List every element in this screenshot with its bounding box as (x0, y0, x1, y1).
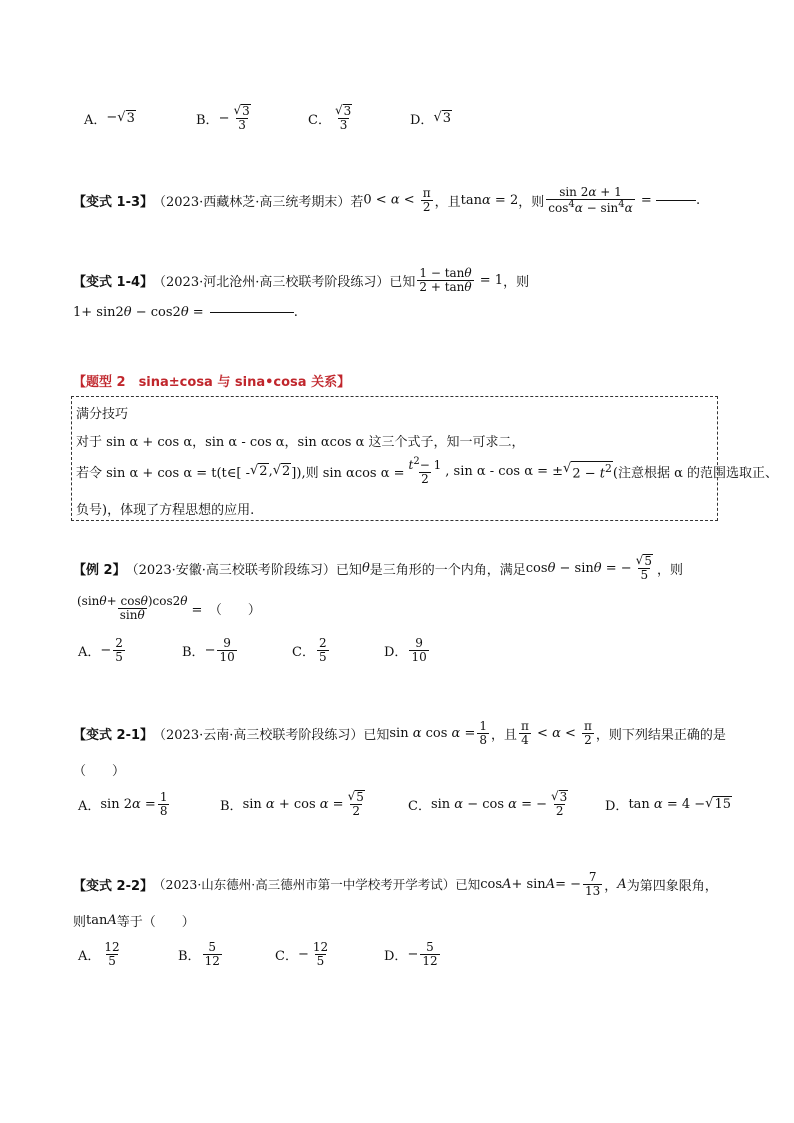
variant-1-3-and: ，且 (434, 194, 461, 210)
variant-1-4: 【变式 1-4】 （2023·河北沧州·高三校联考阶段练习）已知 $\frac{1 - \tan\theta}{2 + \tan\theta}$ = 1 ，则 (73, 265, 530, 294)
variant-2-1-option-b: B． sin α + cos α = √ 5 2 (220, 789, 364, 818)
example-2-then: ，则 (656, 562, 683, 578)
example-2-option-b: B． − $\frac{9}{10}$ (182, 635, 235, 664)
q-prev-option-c (308, 98, 356, 138)
variant-1-3-then: ，则 (518, 194, 545, 210)
q-prev-option-d (410, 106, 452, 130)
variant-2-2-end: 为第四象限角， (626, 878, 718, 894)
variant-2-1-option-b-label: B． (220, 798, 243, 814)
variant-2-2-option-c-label: C． (275, 948, 298, 964)
example-2-theta: θ (361, 560, 370, 576)
tip-fraction: $\frac{t^2- 1}{2}$ (408, 455, 442, 486)
example-2-option-d-label: D． (384, 644, 408, 660)
example-2-paren: = （ ） (191, 602, 261, 618)
variant-2-1-paren: （ ） (73, 764, 126, 779)
variant-2-1: 【变式 2-1】 （2023·云南·高三校联考阶段练习）已知 sin α cos α = $\frac{1}{8}$ ，且 $\frac{\pi}{4}$ < α < $\frac{\pi}{2}$ ，则下列结果正确的是 (73, 718, 726, 747)
tip-line-1: 对于 sin α + cos α，sin α - cos α，sin αcos α 这三个式子，知一可求二， (76, 435, 525, 450)
option-c-label: C． (308, 112, 331, 128)
example-2-line2 (73, 590, 261, 626)
tip-line-2-e: (注意根据 α 的范围选取正、 (612, 465, 779, 481)
tip-line-2-b: , (268, 463, 273, 479)
example-2-condition: cosθ − sinθ = − (525, 560, 632, 576)
q-prev-option-b: B． − √ 3 3 (196, 98, 255, 138)
tip-sqrt-expr: √ $2 - t^2$ (563, 460, 612, 482)
example-2-mid: 是三角形的一个内角，满足 (369, 562, 526, 578)
variant-1-4-expression: 1+ sin2θ − cos2θ = (73, 304, 204, 320)
variant-2-1-option-c-label: C． (408, 798, 431, 814)
example-2-option-a-label: A． (78, 644, 101, 660)
variant-1-4-source: （2023·河北沧州·高三校联考阶段练习）已知 (153, 274, 416, 290)
tip-line-2 (76, 455, 778, 487)
variant-2-2-option-d-label: D． (384, 948, 408, 964)
example-2-option-c-label: C． (292, 644, 315, 660)
option-c-fraction: √ 3 3 (334, 103, 352, 132)
example-2-tag: 【例 2】 (73, 562, 126, 578)
variant-2-1-option-a-label: A． (78, 798, 101, 814)
variant-1-3-period: . (695, 192, 701, 208)
variant-1-3-tan: tanα = 2 (460, 192, 519, 208)
q-prev-option-a (84, 106, 136, 130)
variant-1-4-period: . (293, 304, 298, 320)
option-a-value: − √ 3 (106, 110, 135, 126)
example-2-source: （2023·安徽·高三校联考阶段练习）已知 (125, 562, 362, 578)
variant-1-3-answer-blank[interactable] (656, 199, 696, 201)
example-2-condition-fraction: √ 5 5 (635, 553, 652, 582)
variant-1-4-line2 (73, 302, 298, 322)
tip-line-3: 负号)，体现了方程思想的应用. (76, 503, 255, 518)
variant-2-2-line2: 则 tanA 等于（ ） (73, 912, 195, 930)
variant-2-2: 【变式 2-2】 （2023·山东德州·高三德州市第一中学校考开学考试）已知 cosA+ sinA= − $\frac{7}{13}$ ， A 为第四象限角， (73, 869, 718, 898)
variant-2-2-option-b-label: B． (178, 948, 201, 964)
variant-2-2-condition: cosA+ sinA= − (480, 876, 581, 892)
option-d-value: √ 3 (433, 110, 452, 126)
variant-2-2-line2-text: 等于（ ） (116, 914, 195, 930)
variant-1-3-tag: 【变式 1-3】 (73, 194, 154, 210)
example-2 (73, 548, 683, 588)
variant-1-3-source: （2023·西藏林芝·高三统考期末）若 (153, 194, 364, 210)
variant-2-1-tag: 【变式 2-1】 (73, 727, 154, 743)
tip-sqrt2-neg: √ 2 (250, 463, 268, 479)
example-2-option-b-label: B． (182, 644, 205, 660)
option-d-label: D． (410, 112, 434, 128)
variant-2-1-condition: sin α cos α = (389, 725, 476, 741)
section-2-heading: 【题型 2 sina±cosa 与 sina•cosa 关系】 (73, 375, 351, 390)
variant-2-2-line2-prefix: 则 (73, 914, 87, 930)
variant-1-4-answer-blank[interactable] (210, 311, 294, 313)
example-2-option-c: C． $\frac{2}{5}$ (292, 635, 327, 664)
tip-line-2-d: , sin α - cos α = ± (445, 463, 564, 479)
variant-2-2-source: （2023·山东德州·高三德州市第一中学校考开学考试）已知 (153, 877, 481, 892)
variant-2-2-option-a-label: A． (78, 948, 101, 964)
variant-2-2-tag: 【变式 2-2】 (73, 878, 154, 894)
tip-sqrt2-pos: √ 2 (272, 463, 291, 479)
variant-2-2-option-c: C． − $\frac{12}{5}$ (275, 939, 329, 968)
variant-1-4-then: ，则 (503, 274, 530, 290)
tip-line-2-a: 若令 sin α + cos α = t(t∈[ - (76, 465, 250, 481)
variant-1-3-expression: $\frac{\sin 2\alpha + 1}{\cos^4\alpha - \sin^4\alpha}$ (548, 184, 633, 215)
example-2-option-d: D． $\frac{9}{10}$ (384, 635, 427, 664)
variant-2-1-source: （2023·云南·高三校联考阶段练习）已知 (153, 727, 390, 743)
variant-2-1-option-c: C． sin α − cos α = − √ 3 2 (408, 789, 568, 818)
tip-line-2-c: ]),则 sin αcos α = (291, 465, 405, 481)
variant-2-2-option-a: A． $\frac{12}{5}$ (78, 939, 120, 968)
variant-2-1-end: ，则下列结果正确的是 (595, 727, 726, 743)
tip-title: 满分技巧 (76, 407, 129, 422)
example-2-expression: $\frac{(\sin\theta+ \cos\theta)\cos 2\theta}{\sin\theta}$ (77, 593, 188, 622)
tip-box (71, 396, 779, 521)
variant-1-3-condition: 0 < α < $\frac{\pi}{2}$ (363, 185, 431, 214)
option-b-fraction: √ 3 3 (233, 103, 250, 132)
option-b-label: B． (196, 112, 219, 128)
variant-2-1-option-d: D． tan α = 4 − √ 15 (605, 796, 732, 814)
variant-1-4-tag: 【变式 1-4】 (73, 274, 154, 290)
variant-2-2-option-b: B． $\frac{5}{12}$ (178, 939, 220, 968)
option-a-label: A． (84, 112, 107, 128)
variant-1-4-fraction: $\frac{1 - \tan\theta}{2 + \tan\theta}$ (419, 265, 472, 294)
variant-2-1-and: ，且 (491, 727, 518, 743)
example-2-option-a: A． − $\frac{2}{5}$ (78, 635, 123, 664)
variant-2-2-option-d: D． − $\frac{5}{12}$ (384, 939, 438, 968)
variant-2-1-option-a: A． sin 2α = $\frac{1}{8}$ (78, 789, 168, 818)
variant-2-1-option-d-label: D． (605, 798, 629, 814)
variant-1-3: 【变式 1-3】 （2023·西藏林芝·高三统考期末）若 0 < α < $\frac{\pi}{2}$ ，且 tanα = 2 ，则 $\frac{\sin 2\alpha + 1}{\cos^4\alpha - \sin^4\alpha}$ = . (73, 184, 701, 215)
